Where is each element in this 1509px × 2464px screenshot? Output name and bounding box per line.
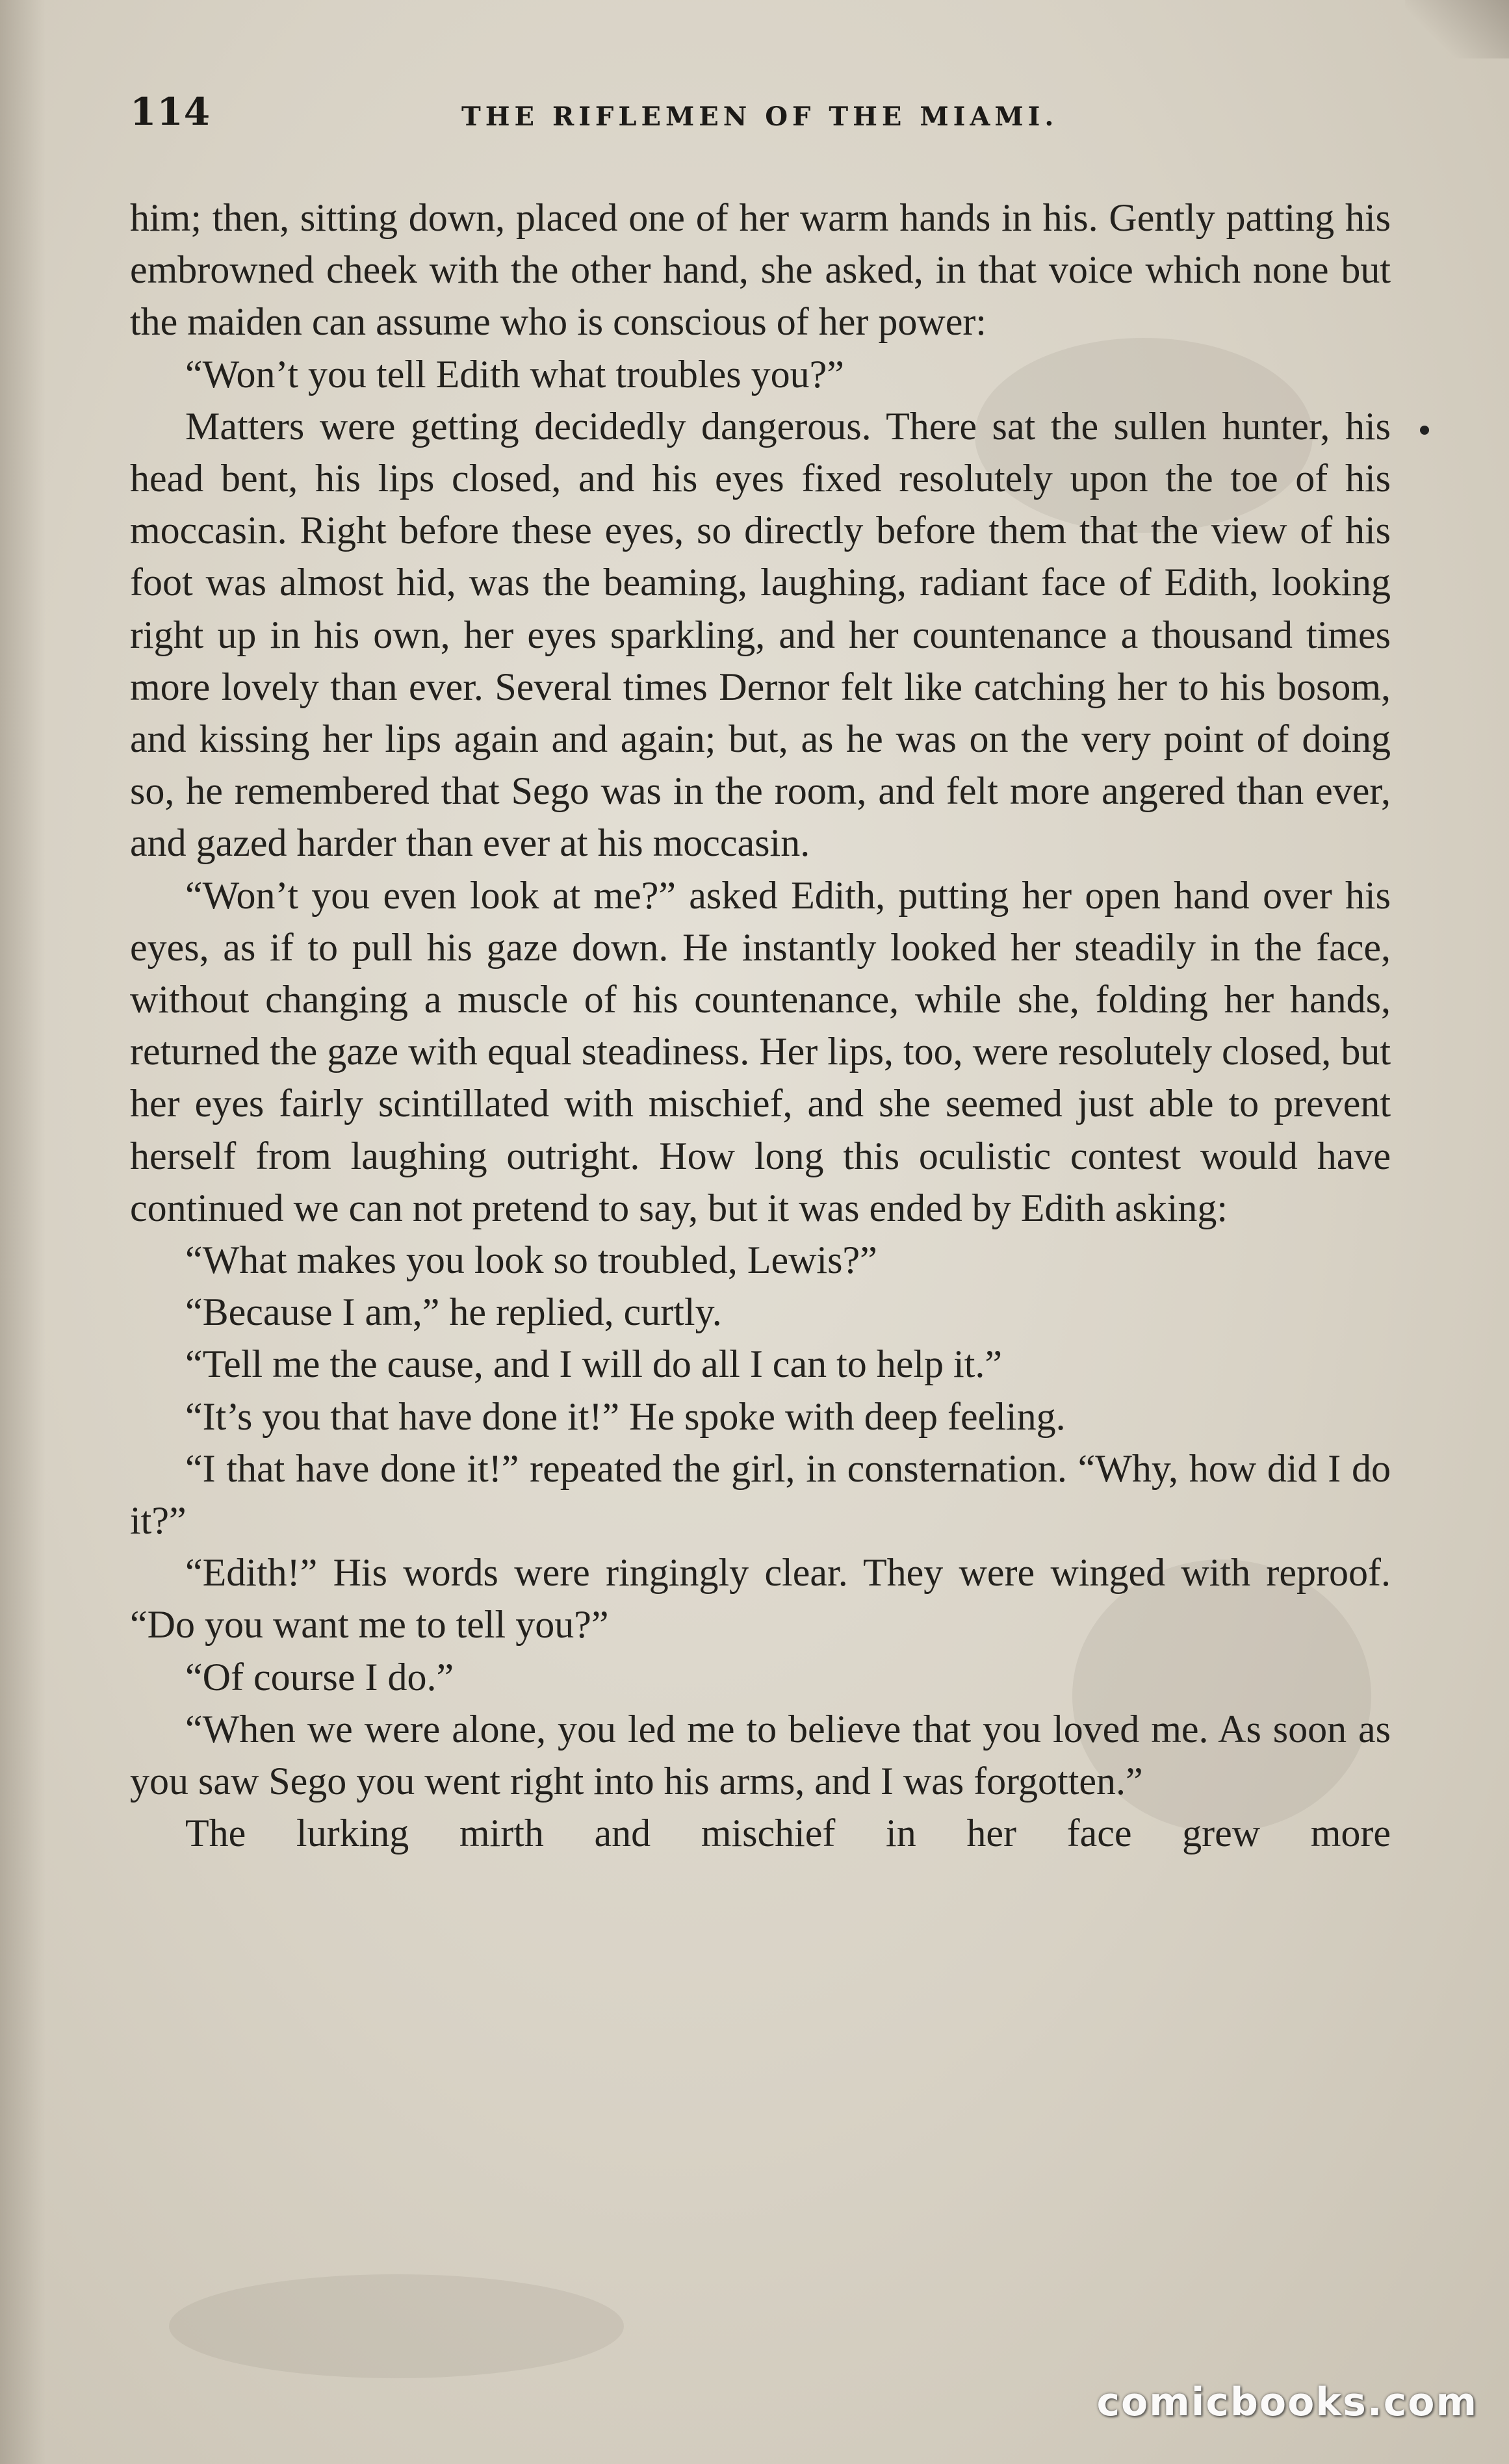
paragraph: “Won’t you tell Edith what troubles you?”: [185, 352, 844, 396]
body-text: [130, 192, 1391, 1860]
paragraph: him; then, sitting down, placed one of her warm hands in his. Gently patting his embrowned cheek with the other hand, she asked, in that voice which none but the maiden can assume who is conscious of her power:: [130, 196, 1391, 344]
paragraph: “Won’t you even look at me?” asked Edith, putting her open hand over his eyes, as if to pull his gaze down. He instantly looked her steadily in the face, without changing a muscle of his countenance, while she, folding her hands, returned the gaze with equal steadiness. Her lips, too, were resolutely closed, but her eyes fairly scintillated with mischief, and she seemed just able to prevent herself from laughing outright. How long this oculistic contest would have continued we can not pretend to say, but it was ended by Edith asking:: [130, 873, 1391, 1229]
page-number: 114: [130, 90, 211, 134]
paragraph: “Tell me the cause, and I will do all I can to help it.”: [185, 1342, 1003, 1386]
paragraph: “When we were alone, you led me to believe that you loved me. As soon as you saw Sego you went right into his arms, and I was forgotten.”: [130, 1707, 1391, 1803]
paragraph: “Of course I do.”: [185, 1655, 454, 1699]
watermark-text: comicbooks.com: [1096, 2380, 1478, 2425]
paragraph: “I that have done it!” repeated the girl, in consternation. “Why, how did I do it?”: [130, 1446, 1391, 1543]
paper-stain: [169, 2274, 624, 2378]
ink-dot: [1420, 426, 1429, 435]
paragraph: “What makes you look so troubled, Lewis?”: [185, 1238, 877, 1282]
paragraph: “It’s you that have done it!” He spoke with deep feeling.: [185, 1394, 1066, 1438]
paragraph: The lurking mirth and mischief in her face grew more: [185, 1812, 1391, 1855]
paragraph: Matters were getting decidedly dangerous. There sat the sullen hunter, his head bent, his lips closed, and his eyes fixed resolutely upon the toe of his moccasin. Right before these eyes, so directly before them that the view of his foot was almost hid, was the beaming, laughing, radiant face of Edith, looking right up in his own, her eyes sparkling, and her countenance a thousand times more lovely than ever. Several times Dernor felt like catching her to his bosom, and kissing her lips again and again; but, as he was on the very point of doing so, he remembered that Sego was in the room, and felt more angered than ever, and gazed harder than ever at his moccasin.: [130, 404, 1391, 865]
paragraph: “Edith!” His words were ringingly clear. They were winged with reproof. “Do you want me to tell you?”: [130, 1551, 1391, 1647]
paragraph: “Because I am,” he replied, curtly.: [185, 1290, 722, 1334]
page-header: [130, 90, 1391, 142]
running-title: THE RIFLEMEN OF THE MIAMI.: [461, 101, 1059, 132]
